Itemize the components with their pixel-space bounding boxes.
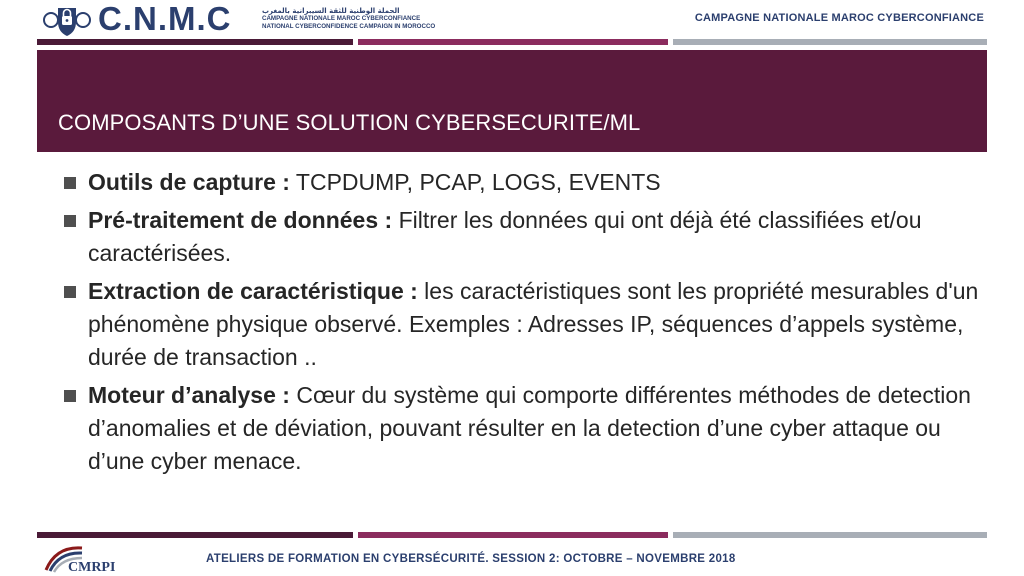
bullet-text: Cœur du système qui comporte différentes méthodes de detection d’anomalies et de déviation, pouvant résulter en la detection d’une cyber attaque ou d’une cyber menace. bbox=[88, 382, 971, 474]
cmrpi-logo bbox=[42, 540, 142, 574]
bullet-item bbox=[62, 204, 982, 270]
square-bullet-icon bbox=[64, 286, 76, 298]
bullet-text: Filtrer les données qui ont déjà été classifiées et/ou caractérisées. bbox=[88, 207, 922, 266]
bottom-bar-grey bbox=[673, 532, 987, 538]
bullet-text: TCPDUMP, PCAP, LOGS, EVENTS bbox=[289, 169, 661, 195]
header-title: CAMPAGNE NATIONALE MAROC CYBERCONFIANCE bbox=[694, 12, 984, 24]
top-bar-grey bbox=[673, 39, 987, 45]
logo-subtitle-ar: الحملة الوطنية للثقة السيبرانية بالمغرب bbox=[262, 7, 400, 15]
logo-subtitle-fr: CAMPAGNE NATIONALE MAROC CYBERCONFIANCE bbox=[262, 15, 421, 22]
logo-subtitle-en: NATIONAL CYBERCONFIDENCE CAMPAIGN IN MOROCCO bbox=[262, 23, 436, 30]
bottom-bar-purple bbox=[37, 532, 353, 538]
title-band bbox=[37, 50, 987, 152]
bullet-item bbox=[62, 166, 982, 199]
bullet-label: Extraction de caractéristique : bbox=[88, 278, 418, 304]
bottom-bar-magenta bbox=[358, 532, 668, 538]
logo-subtitle bbox=[262, 7, 462, 31]
bullet-text: les caractéristiques sont les propriété mesurables d'un phénomène physique observé. Exemples : Adresses IP, séquences d’appels système, durée de transaction .. bbox=[88, 278, 979, 370]
top-bar-purple bbox=[37, 39, 353, 45]
cnmc-emblem-icon bbox=[42, 2, 92, 38]
bullet-label: Moteur d’analyse : bbox=[88, 382, 290, 408]
cnmc-logo-text: C.N.M.C bbox=[98, 0, 232, 37]
bullet-item bbox=[62, 275, 982, 374]
bullet-list bbox=[62, 166, 982, 478]
top-bar-magenta bbox=[358, 39, 668, 45]
bullet-label: Outils de capture : bbox=[88, 169, 290, 195]
slide-title: COMPOSANTS D’UNE SOLUTION CYBERSECURITE/ML bbox=[58, 110, 641, 135]
square-bullet-icon bbox=[64, 177, 76, 189]
bullet-item bbox=[62, 379, 982, 478]
cmrpi-logo-text: CMRPI bbox=[68, 560, 116, 574]
footer-text: ATELIERS DE FORMATION EN CYBERSÉCURITÉ. SESSION 2: OCTOBRE – NOVEMBRE 2018 bbox=[206, 553, 736, 565]
square-bullet-icon bbox=[64, 390, 76, 402]
bullet-label: Pré-traitement de données : bbox=[88, 207, 393, 233]
square-bullet-icon bbox=[64, 215, 76, 227]
